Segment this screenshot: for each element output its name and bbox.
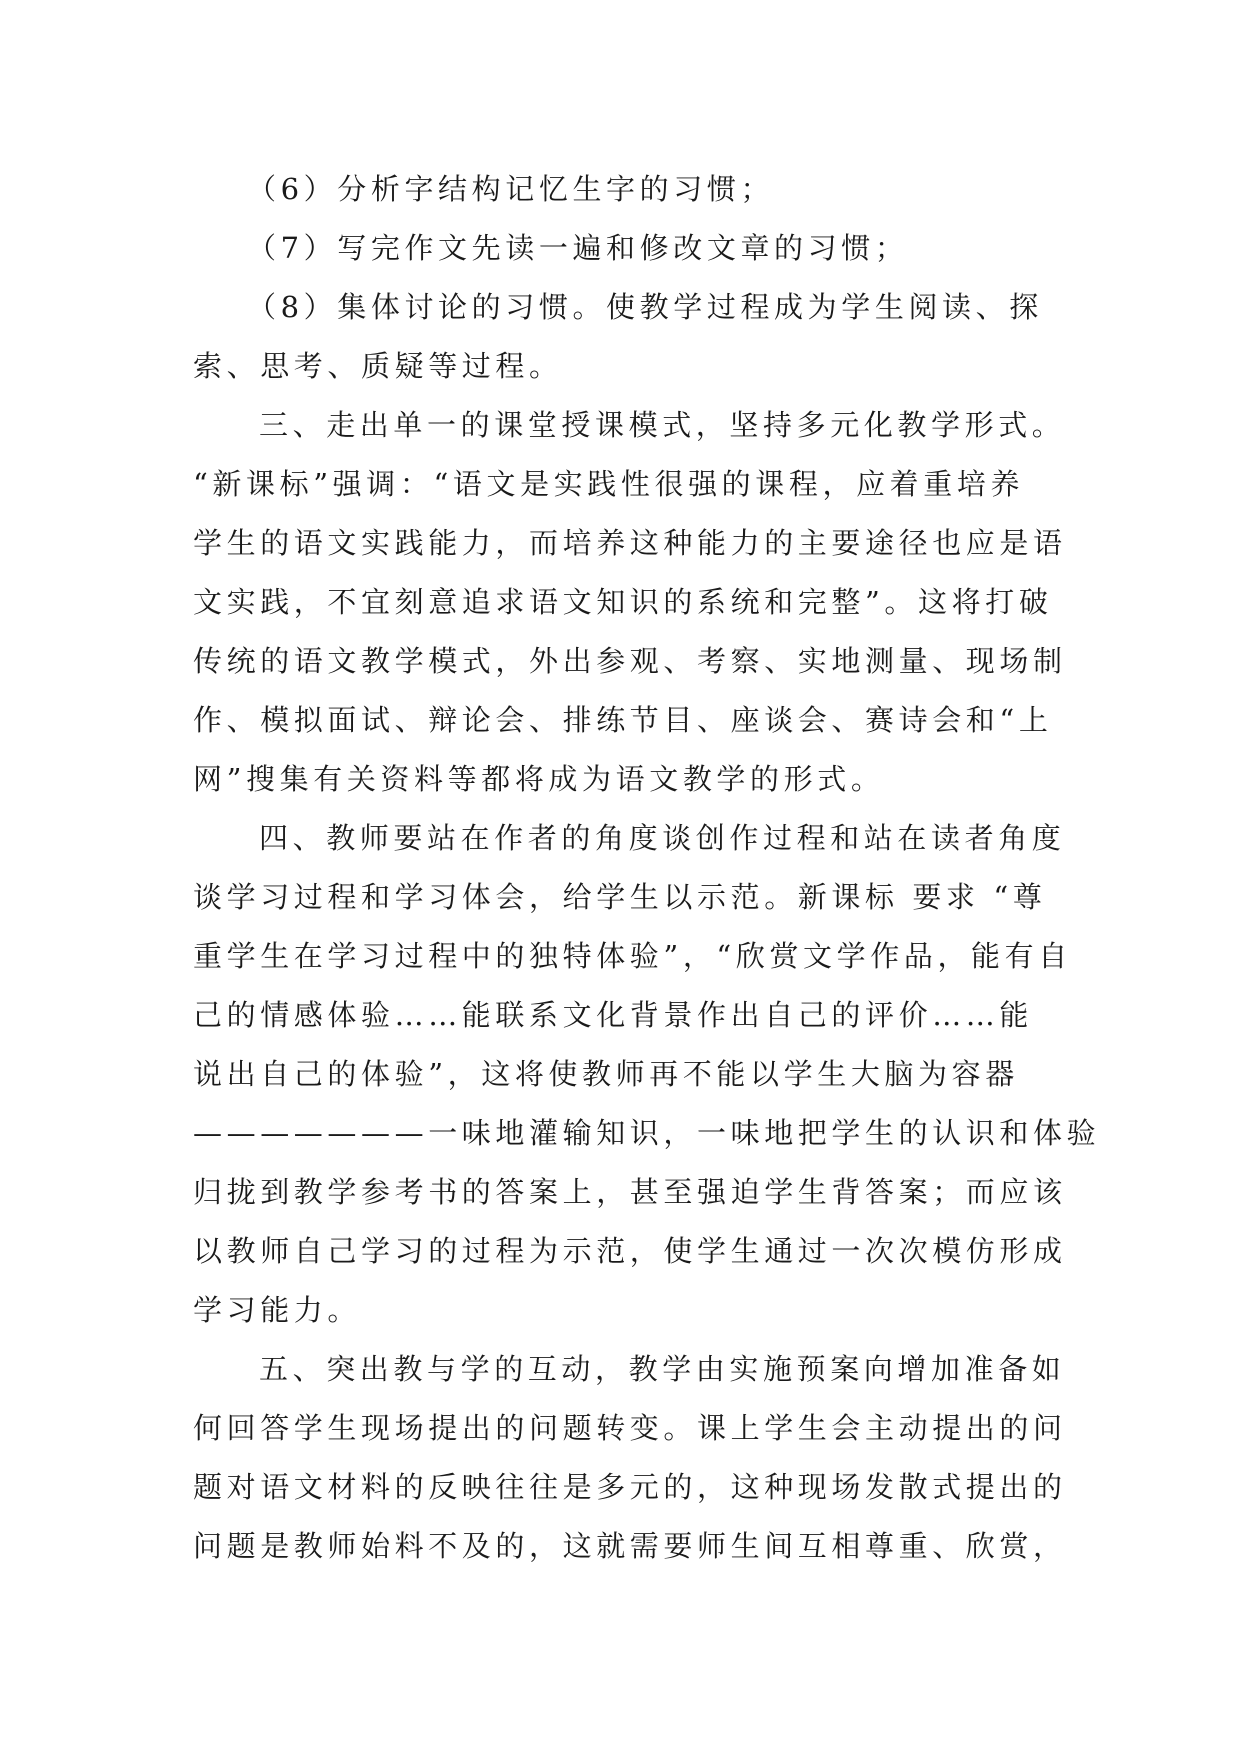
text-line: 谈学习过程和学习体会，给学生以示范。新课标 要求 “尊	[193, 880, 1047, 914]
text-line: 作、模拟面试、辩论会、排练节目、座谈会、赛诗会和“上	[193, 703, 1053, 737]
text-line: 问题是教师始料不及的，这就需要师生间互相尊重、欣赏，	[193, 1529, 1067, 1563]
text-line: 己的情感体验……能联系文化背景作出自己的评价……能	[193, 998, 1034, 1032]
text-line: 四、教师要站在作者的角度谈创作过程和站在读者角度	[259, 821, 1066, 855]
text-line: 学习能力。	[193, 1293, 362, 1327]
text-line: （7）写完作文先读一遍和修改文章的习惯；	[247, 231, 909, 265]
text-line: 五、突出教与学的互动，教学由实施预案向增加准备如	[259, 1352, 1066, 1386]
document-body	[193, 160, 1101, 1576]
text-line: 题对语文材料的反映往往是多元的，这种现场发散式提出的	[193, 1470, 1067, 1504]
text-line: 网”搜集有关资料等都将成为语文教学的形式。	[193, 762, 885, 796]
text-line: 归拢到教学参考书的答案上，甚至强迫学生背答案；而应该	[193, 1175, 1067, 1209]
text-line: 传统的语文教学模式，外出参观、考察、实地测量、现场制	[193, 644, 1067, 678]
text-line: 学生的语文实践能力，而培养这种能力的主要途径也应是语	[193, 526, 1067, 560]
text-line: “新课标”强调：“语文是实践性很强的课程，应着重培养	[193, 467, 1025, 501]
text-line: 索、思考、质疑等过程。	[193, 349, 563, 383]
text-line: 何回答学生现场提出的问题转变。课上学生会主动提出的问	[193, 1411, 1067, 1445]
text-line: （8）集体讨论的习惯。使教学过程成为学生阅读、探	[247, 290, 1043, 324]
text-line: 三、走出单一的课堂授课模式，坚持多元化教学形式。	[259, 408, 1066, 442]
text-line: 以教师自己学习的过程为示范，使学生通过一次次模仿形成	[193, 1234, 1067, 1268]
text-line: 重学生在学习过程中的独特体验”，“欣赏文学作品，能有自	[193, 939, 1072, 973]
text-line: （6）分析字结构记忆生字的习惯；	[247, 172, 775, 206]
text-line: 说出自己的体验”，这将使教师再不能以学生大脑为容器	[193, 1057, 1019, 1091]
text-line: 文实践，不宜刻意追求语文知识的系统和完整”。这将打破	[193, 585, 1053, 619]
text-line: ———————一味地灌输知识，一味地把学生的认识和体验	[193, 1116, 1101, 1150]
